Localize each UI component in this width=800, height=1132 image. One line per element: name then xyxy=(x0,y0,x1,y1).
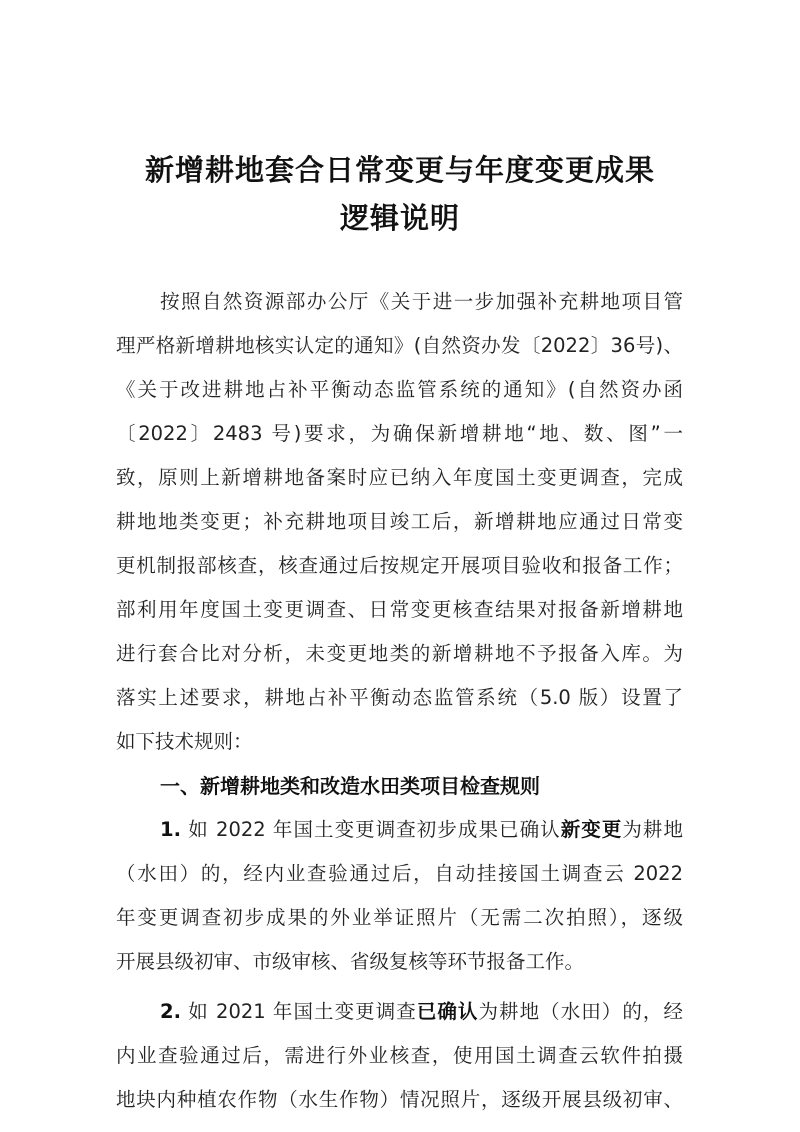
document-title-line-2: 逻辑说明 xyxy=(339,201,460,235)
item-2-line: 内业查验通过后，需进行外业核查，使用国土调查云软件拍摄 xyxy=(116,1044,683,1067)
intro-paragraph-line: 理严格新增耕地核实认定的通知》(自然资办发〔2022〕36号)、 xyxy=(116,334,683,357)
item-text: 为耕地 xyxy=(622,818,683,841)
item-1-line: （水田）的，经内业查验通过后，自动挂接国土调查云 2022 xyxy=(116,862,683,885)
intro-paragraph-line: 部利用年度国土变更调查、日常变更核查结果对报备新增耕地 xyxy=(116,598,683,621)
item-1-first-line xyxy=(160,818,683,842)
intro-paragraph-line: 耕地地类变更；补充耕地项目竣工后，新增耕地应通过日常变 xyxy=(116,510,683,533)
intro-paragraph-line: 按照自然资源部办公厅《关于进一步加强补充耕地项目管 xyxy=(160,290,683,313)
item-text: 如 2021 年国土变更调查 xyxy=(180,1000,417,1023)
intro-paragraph-line: 《关于改进耕地占补平衡动态监管系统的通知》(自然资办函 xyxy=(116,378,683,401)
intro-paragraph-line: 落实上述要求，耕地占补平衡动态监管系统（5.0 版）设置了 xyxy=(116,686,683,709)
item-emphasis: 已确认 xyxy=(416,1000,479,1023)
intro-paragraph-line: 如下技术规则： xyxy=(116,730,253,753)
item-1-line: 年变更调查初步成果的外业举证照片（无需二次拍照），逐级 xyxy=(116,906,683,929)
intro-paragraph-line: 〔2022〕2483 号)要求，为确保新增耕地“地、数、图”一 xyxy=(116,422,683,445)
item-number: 2. xyxy=(160,1000,181,1023)
item-text: 为耕地（水田）的，经 xyxy=(478,1000,683,1023)
intro-paragraph-line: 致，原则上新增耕地备案时应已纳入年度国土变更调查，完成 xyxy=(116,466,683,489)
section-heading: 一、新增耕地类和改造水田类项目检查规则 xyxy=(160,774,540,798)
item-number: 1. xyxy=(160,818,181,841)
item-text: 如 2022 年国土变更调查初步成果已确认 xyxy=(180,818,561,841)
item-2-line: 地块内种植农作物（水生作物）情况照片，逐级开展县级初审、 xyxy=(116,1088,683,1111)
document-title-line-1: 新增耕地套合日常变更与年度变更成果 xyxy=(144,153,655,187)
item-1-line: 开展县级初审、市级审核、省级复核等环节报备工作。 xyxy=(116,950,585,973)
item-emphasis: 新变更 xyxy=(560,818,623,841)
item-2-first-line xyxy=(160,1000,683,1024)
intro-paragraph-line: 更机制报部核查，核查通过后按规定开展项目验收和报备工作； xyxy=(116,554,683,577)
intro-paragraph-line: 进行套合比对分析，未变更地类的新增耕地不予报备入库。为 xyxy=(116,642,683,665)
